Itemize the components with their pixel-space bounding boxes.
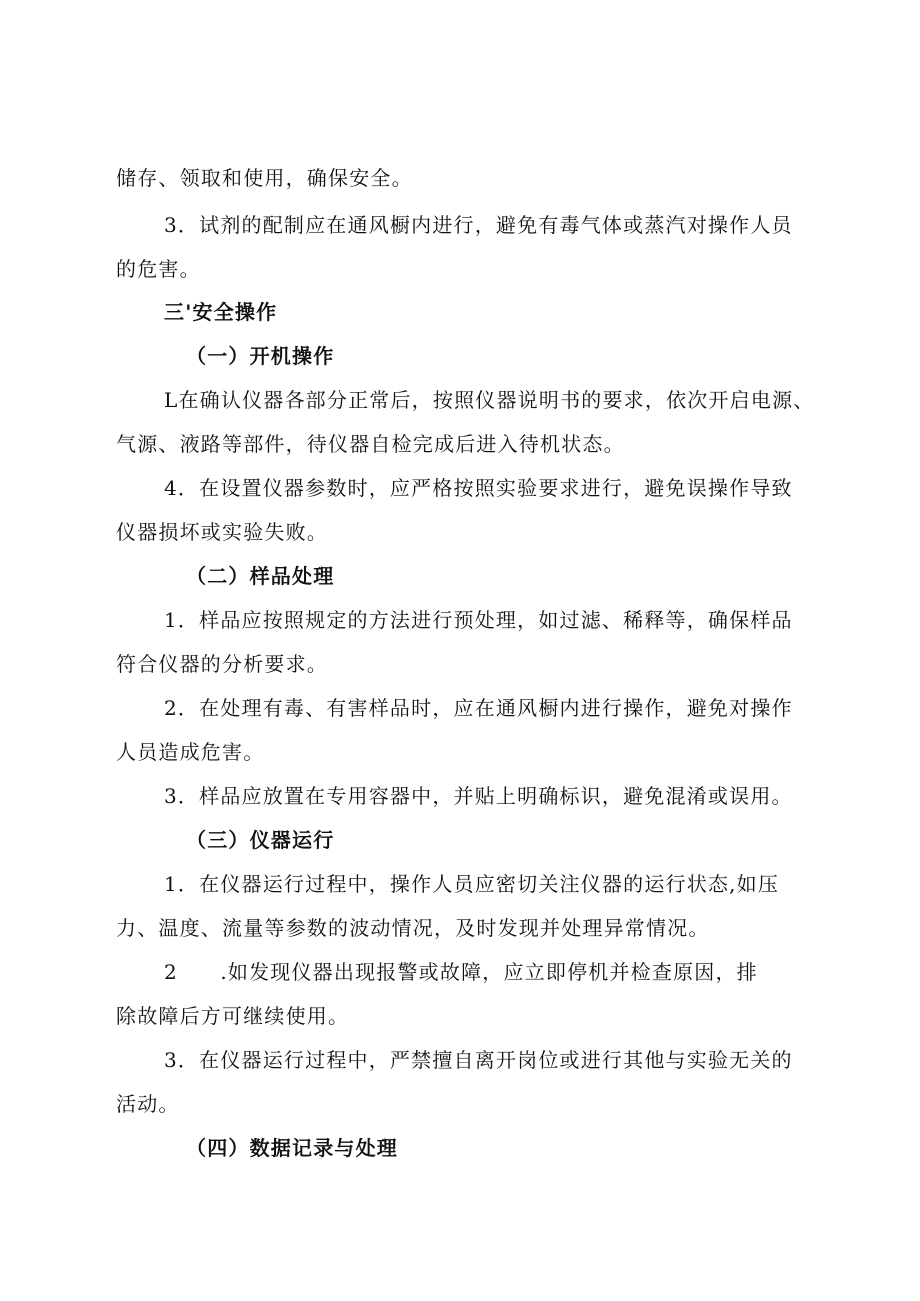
body-text-line: 力、温度、流量等参数的波动情况，及时发现并处理异常情况。 [116,916,710,940]
list-item-text: 4．在设置仪器参数时，应严格按照实验要求进行，避免误操作导致 [164,476,793,500]
list-item-text: 2 .如发现仪器出现报警或故障，应立即停机并检查原因，排 [164,960,758,984]
section-heading: 三'安全操作 [164,300,278,324]
subsection-heading: （四）数据记录与处理 [186,1136,398,1160]
list-item-text: 3．在仪器运行过程中，严禁擅自离开岗位或进行其他与实验无关的 [164,1048,793,1072]
list-item-text: 3．样品应放置在专用容器中，并贴上明确标识，避免混淆或误用。 [164,784,793,808]
list-item-text: 3．试剂的配制应在通风橱内进行，避免有毒气体或蒸汽对操作人员 [164,213,793,237]
list-item-text: L在确认仪器各部分正常后，按照仪器说明书的要求，依次开启电源、 [164,388,815,412]
body-text-line: 的危害。 [116,257,201,281]
subsection-heading: （二）样品处理 [186,564,335,588]
subsection-heading: （三）仪器运行 [186,828,335,852]
body-text-line: 人员造成危害。 [116,740,265,764]
body-text-line: 储存、领取和使用，确保安全。 [116,166,413,190]
subsection-heading: （一）开机操作 [186,344,335,368]
list-item-text: 2．在处理有毒、有害样品时，应在通风橱内进行操作，避免对操作 [164,696,793,720]
body-text-line: 活动。 [116,1092,180,1116]
body-text-line: 气源、液路等部件，待仪器自检完成后进入待机状态。 [116,432,625,456]
list-item-text: 1．样品应按照规定的方法进行预处理，如过滤、稀释等，确保样品 [164,608,793,632]
body-text-line: 符合仪器的分析要求。 [116,652,328,676]
body-text-line: 仪器损坏或实验失败。 [116,520,328,544]
list-item-text: 1．在仪器运行过程中，操作人员应密切关注仪器的运行状态,如压 [164,872,780,896]
body-text-line: 除故障后方可继续使用。 [116,1004,350,1028]
